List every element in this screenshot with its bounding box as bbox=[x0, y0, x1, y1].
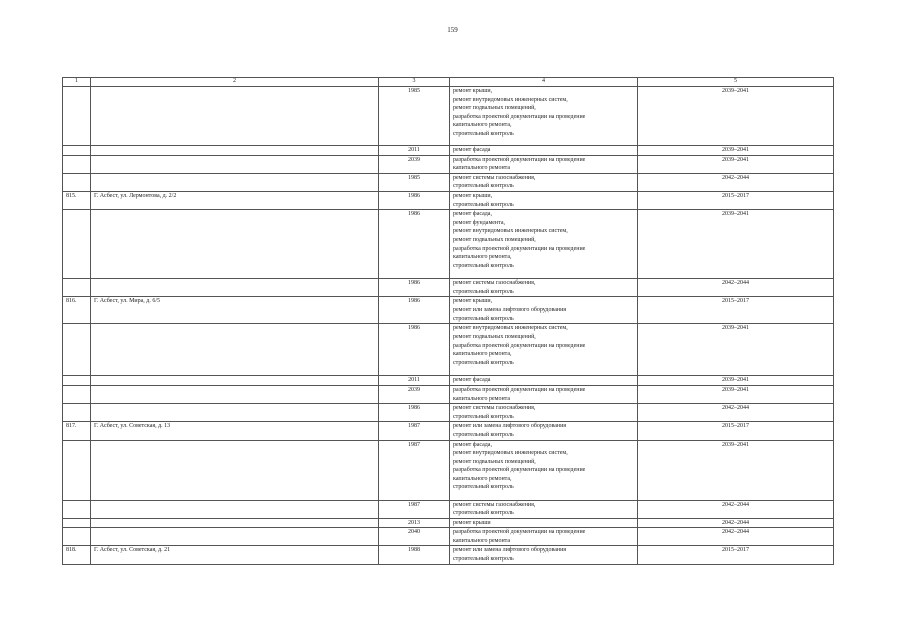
column-header: 5 bbox=[638, 78, 834, 87]
work-item: капитального ремонта bbox=[453, 165, 511, 172]
works-cell bbox=[450, 546, 638, 564]
year-cell: 1988 bbox=[379, 546, 450, 564]
table-row bbox=[63, 546, 834, 564]
year-cell: 1985 bbox=[379, 173, 450, 191]
works-cell bbox=[450, 279, 638, 297]
work-item: ремонт системы газоснабжения, bbox=[453, 280, 536, 287]
address-cell bbox=[91, 376, 379, 386]
table-row bbox=[63, 500, 834, 518]
table-row bbox=[63, 279, 834, 297]
work-item: ремонт фундамента, bbox=[453, 219, 505, 226]
row-number bbox=[63, 440, 91, 500]
year-cell: 2011 bbox=[379, 376, 450, 386]
address-cell bbox=[91, 404, 379, 422]
period-cell: 2042–2044 bbox=[638, 528, 834, 546]
year-cell: 1986 bbox=[379, 324, 450, 376]
works-cell bbox=[450, 146, 638, 156]
table-row bbox=[63, 191, 834, 209]
work-item: строительный контроль bbox=[453, 359, 514, 366]
works-cell bbox=[450, 324, 638, 376]
work-item: ремонт внутридомовых инженерных систем, bbox=[453, 228, 568, 235]
work-item: строительный контроль bbox=[453, 201, 514, 208]
address-cell bbox=[91, 146, 379, 156]
row-number bbox=[63, 210, 91, 279]
address-cell bbox=[91, 528, 379, 546]
work-item: разработка проектной документации на проведение bbox=[453, 156, 586, 163]
works-cell bbox=[450, 87, 638, 146]
year-cell: 2013 bbox=[379, 518, 450, 528]
period-cell: 2042–2044 bbox=[638, 279, 834, 297]
works-cell bbox=[450, 173, 638, 191]
work-item: разработка проектной документации на проведение bbox=[453, 386, 586, 393]
row-number bbox=[63, 173, 91, 191]
year-cell: 2011 bbox=[379, 146, 450, 156]
work-item: ремонт или замена лифтового оборудования bbox=[453, 547, 567, 554]
row-number bbox=[63, 376, 91, 386]
table-row bbox=[63, 385, 834, 403]
works-cell bbox=[450, 422, 638, 440]
work-item: ремонт подвальных помещений, bbox=[453, 458, 536, 465]
table-row bbox=[63, 146, 834, 156]
column-header: 1 bbox=[63, 78, 91, 87]
works-cell bbox=[450, 297, 638, 324]
table-row bbox=[63, 404, 834, 422]
period-cell: 2015–2017 bbox=[638, 422, 834, 440]
row-number bbox=[63, 528, 91, 546]
table-row bbox=[63, 422, 834, 440]
work-item: строительный контроль bbox=[453, 262, 514, 269]
period-cell: 2039–2041 bbox=[638, 385, 834, 403]
period-cell: 2039–2041 bbox=[638, 376, 834, 386]
work-item: разработка проектной документации на проведение bbox=[453, 342, 586, 349]
work-item: ремонт подвальных помещений, bbox=[453, 333, 536, 340]
work-item: ремонт или замена лифтового оборудования bbox=[453, 423, 567, 430]
address-cell bbox=[91, 440, 379, 500]
period-cell: 2042–2044 bbox=[638, 404, 834, 422]
works-cell bbox=[450, 191, 638, 209]
period-cell: 2039–2041 bbox=[638, 87, 834, 146]
year-cell: 1987 bbox=[379, 422, 450, 440]
address-cell bbox=[91, 385, 379, 403]
row-number bbox=[63, 146, 91, 156]
work-item: строительный контроль bbox=[453, 413, 514, 420]
period-cell: 2042–2044 bbox=[638, 173, 834, 191]
work-item: ремонт крыши bbox=[453, 519, 491, 526]
address-cell bbox=[91, 518, 379, 528]
work-item: капитального ремонта, bbox=[453, 475, 512, 482]
work-item: строительный контроль bbox=[453, 288, 514, 295]
work-item: капитального ремонта, bbox=[453, 122, 512, 129]
row-number bbox=[63, 155, 91, 173]
column-header: 3 bbox=[379, 78, 450, 87]
year-cell: 1986 bbox=[379, 279, 450, 297]
period-cell: 2015–2017 bbox=[638, 297, 834, 324]
year-cell: 2039 bbox=[379, 385, 450, 403]
work-item: капитального ремонта, bbox=[453, 351, 512, 358]
work-item: ремонт системы газоснабжения, bbox=[453, 405, 536, 412]
address-cell bbox=[91, 87, 379, 146]
year-cell: 1986 bbox=[379, 210, 450, 279]
work-item: разработка проектной документации на проведение bbox=[453, 467, 586, 474]
row-number bbox=[63, 404, 91, 422]
table-row bbox=[63, 297, 834, 324]
work-item: ремонт подвальных помещений, bbox=[453, 105, 536, 112]
works-cell bbox=[450, 385, 638, 403]
work-item: ремонт фасада, bbox=[453, 441, 492, 448]
row-number: 817. bbox=[63, 422, 91, 440]
works-cell bbox=[450, 210, 638, 279]
year-cell: 1985 bbox=[379, 87, 450, 146]
table-row bbox=[63, 87, 834, 146]
work-item: ремонт крыши, bbox=[453, 88, 493, 94]
work-item: строительный контроль bbox=[453, 315, 514, 322]
year-cell: 1987 bbox=[379, 500, 450, 518]
work-item: ремонт или замена лифтового оборудования bbox=[453, 306, 567, 313]
period-cell: 2039–2041 bbox=[638, 210, 834, 279]
period-cell: 2015–2017 bbox=[638, 546, 834, 564]
address-cell bbox=[91, 173, 379, 191]
work-item: ремонт внутридомовых инженерных систем, bbox=[453, 450, 568, 457]
table-row bbox=[63, 324, 834, 376]
works-cell bbox=[450, 404, 638, 422]
table-row bbox=[63, 376, 834, 386]
work-item: ремонт подвальных помещений, bbox=[453, 236, 536, 243]
year-cell: 1986 bbox=[379, 297, 450, 324]
works-cell bbox=[450, 500, 638, 518]
period-cell: 2039–2041 bbox=[638, 146, 834, 156]
period-cell: 2042–2044 bbox=[638, 518, 834, 528]
period-cell: 2042–2044 bbox=[638, 500, 834, 518]
row-number bbox=[63, 500, 91, 518]
table-row bbox=[63, 518, 834, 528]
row-number bbox=[63, 324, 91, 376]
year-cell: 2039 bbox=[379, 155, 450, 173]
address-cell bbox=[91, 500, 379, 518]
table-row bbox=[63, 210, 834, 279]
table-header-row bbox=[63, 78, 834, 87]
period-cell: 2039–2041 bbox=[638, 440, 834, 500]
address-cell: Г. Асбест, ул. Советская, д. 21 bbox=[91, 546, 379, 564]
works-cell bbox=[450, 440, 638, 500]
address-cell: Г. Асбест, ул. Лермонтова, д. 2/2 bbox=[91, 191, 379, 209]
work-item: ремонт крыши, bbox=[453, 192, 493, 199]
work-item: ремонт внутридомовых инженерных систем, bbox=[453, 96, 568, 103]
work-item: строительный контроль bbox=[453, 510, 514, 517]
works-cell bbox=[450, 528, 638, 546]
address-cell: Г. Асбест, ул. Советская, д. 13 bbox=[91, 422, 379, 440]
year-cell: 1986 bbox=[379, 191, 450, 209]
period-cell: 2039–2041 bbox=[638, 324, 834, 376]
work-item: ремонт фасада bbox=[453, 147, 491, 153]
work-item: ремонт фасада bbox=[453, 377, 491, 384]
works-cell bbox=[450, 518, 638, 528]
table-row bbox=[63, 528, 834, 546]
work-item: строительный контроль bbox=[453, 183, 514, 190]
work-item: ремонт крыши, bbox=[453, 298, 493, 305]
address-cell bbox=[91, 324, 379, 376]
work-item: строительный контроль bbox=[453, 130, 514, 137]
work-item: капитального ремонта bbox=[453, 537, 511, 544]
work-item: разработка проектной документации на проведение bbox=[453, 113, 586, 120]
row-number bbox=[63, 279, 91, 297]
work-item: разработка проектной документации на проведение bbox=[453, 529, 586, 536]
row-number bbox=[63, 87, 91, 146]
row-number: 816. bbox=[63, 297, 91, 324]
work-item: строительный контроль bbox=[453, 556, 514, 563]
work-item: строительный контроль bbox=[453, 431, 514, 438]
column-header: 4 bbox=[450, 78, 638, 87]
address-cell: Г. Асбест, ул. Мира, д. 6/5 bbox=[91, 297, 379, 324]
address-cell bbox=[91, 155, 379, 173]
work-item: ремонт фасада, bbox=[453, 211, 492, 218]
page-number: 159 bbox=[447, 26, 458, 34]
address-cell bbox=[91, 279, 379, 297]
year-cell: 2040 bbox=[379, 528, 450, 546]
work-item: капитального ремонта, bbox=[453, 254, 512, 261]
repair-schedule-table bbox=[62, 77, 834, 565]
table-row bbox=[63, 173, 834, 191]
work-item: ремонт системы газоснабжения, bbox=[453, 174, 536, 181]
row-number: 815. bbox=[63, 191, 91, 209]
work-item: капитального ремонта bbox=[453, 395, 511, 402]
work-item: строительный контроль bbox=[453, 484, 514, 491]
table-row bbox=[63, 440, 834, 500]
work-item: разработка проектной документации на проведение bbox=[453, 245, 586, 252]
period-cell: 2039–2041 bbox=[638, 155, 834, 173]
table-row bbox=[63, 155, 834, 173]
row-number bbox=[63, 518, 91, 528]
address-cell bbox=[91, 210, 379, 279]
row-number bbox=[63, 385, 91, 403]
work-item: ремонт системы газоснабжения, bbox=[453, 501, 536, 508]
row-number: 818. bbox=[63, 546, 91, 564]
year-cell: 1987 bbox=[379, 440, 450, 500]
work-item: ремонт внутридомовых инженерных систем, bbox=[453, 325, 568, 332]
works-cell bbox=[450, 376, 638, 386]
works-cell bbox=[450, 155, 638, 173]
year-cell: 1986 bbox=[379, 404, 450, 422]
period-cell: 2015–2017 bbox=[638, 191, 834, 209]
column-header: 2 bbox=[91, 78, 379, 87]
